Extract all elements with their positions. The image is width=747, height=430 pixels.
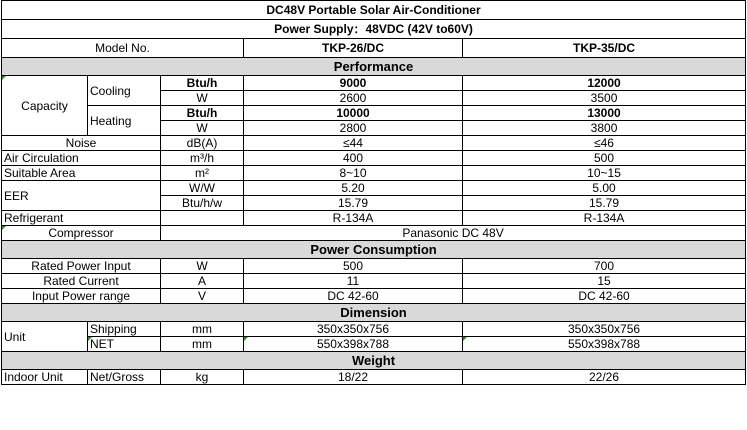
capacity-label: Capacity xyxy=(2,76,88,136)
heating-btu-unit: Btu/h xyxy=(161,106,244,121)
shipping-label: Shipping xyxy=(88,322,161,337)
input-power-range-unit: V xyxy=(161,289,244,304)
weight-a: 18/22 xyxy=(244,370,463,385)
input-power-range-b: DC 42-60 xyxy=(463,289,746,304)
air-circulation-a: 400 xyxy=(244,151,463,166)
noise-a: ≤44 xyxy=(244,136,463,151)
weight-unit: kg xyxy=(161,370,244,385)
suitable-area-b: 10~15 xyxy=(463,166,746,181)
power-supply: Power Supply：48VDC (42V to60V) xyxy=(2,20,746,39)
suitable-area-unit: m² xyxy=(161,166,244,181)
eer-ww-b: 5.00 xyxy=(463,181,746,196)
unit-label: Unit xyxy=(2,322,88,352)
refrigerant-label: Refrigerant xyxy=(2,211,161,226)
rated-power-input-a: 500 xyxy=(244,259,463,274)
noise-unit: dB(A) xyxy=(161,136,244,151)
rated-current-label: Rated Current xyxy=(2,274,161,289)
air-circulation-label: Air Circulation xyxy=(2,151,161,166)
rated-current-a: 11 xyxy=(244,274,463,289)
model-b: TKP-35/DC xyxy=(463,39,746,58)
rated-power-input-unit: W xyxy=(161,259,244,274)
cooling-w-a: 2600 xyxy=(244,91,463,106)
net-label: NET xyxy=(88,337,161,352)
rated-current-unit: A xyxy=(161,274,244,289)
heating-btu-b: 13000 xyxy=(463,106,746,121)
rated-current-b: 15 xyxy=(463,274,746,289)
heating-label: Heating xyxy=(88,106,161,136)
spec-table xyxy=(1,0,746,385)
air-circulation-b: 500 xyxy=(463,151,746,166)
shipping-a: 350x350x756 xyxy=(244,322,463,337)
weight-b: 22/26 xyxy=(463,370,746,385)
model-a: TKP-26/DC xyxy=(244,39,463,58)
cooling-label: Cooling xyxy=(88,76,161,106)
eer-btu-a: 15.79 xyxy=(244,196,463,211)
refrigerant-unit xyxy=(161,211,244,226)
air-circulation-unit: m³/h xyxy=(161,151,244,166)
refrigerant-a: R-134A xyxy=(244,211,463,226)
sheet-title: DC48V Portable Solar Air-Conditioner xyxy=(2,1,746,20)
shipping-b: 350x350x756 xyxy=(463,322,746,337)
cooling-btu-unit: Btu/h xyxy=(161,76,244,91)
eer-ww-a: 5.20 xyxy=(244,181,463,196)
input-power-range-label: Input Power range xyxy=(2,289,161,304)
suitable-area-a: 8~10 xyxy=(244,166,463,181)
heating-w-unit: W xyxy=(161,121,244,136)
suitable-area-label: Suitable Area xyxy=(2,166,161,181)
net-b: 550x398x788 xyxy=(463,337,746,352)
eer-ww-unit: W/W xyxy=(161,181,244,196)
net-unit: mm xyxy=(161,337,244,352)
section-power-consumption: Power Consumption xyxy=(2,241,746,259)
refrigerant-b: R-134A xyxy=(463,211,746,226)
indoor-unit-label: Indoor Unit xyxy=(2,370,88,385)
section-weight: Weight xyxy=(2,352,746,370)
cooling-w-unit: W xyxy=(161,91,244,106)
net-gross-label: Net/Gross xyxy=(88,370,161,385)
compressor-value: Panasonic DC 48V xyxy=(161,226,746,241)
heating-w-a: 2800 xyxy=(244,121,463,136)
model-no-label: Model No. xyxy=(2,39,244,58)
shipping-unit: mm xyxy=(161,322,244,337)
section-performance: Performance xyxy=(2,58,746,76)
eer-btu-unit: Btu/h/w xyxy=(161,196,244,211)
compressor-label: Compressor xyxy=(2,226,161,241)
noise-b: ≤46 xyxy=(463,136,746,151)
cooling-w-b: 3500 xyxy=(463,91,746,106)
rated-power-input-b: 700 xyxy=(463,259,746,274)
heating-btu-a: 10000 xyxy=(244,106,463,121)
input-power-range-a: DC 42-60 xyxy=(244,289,463,304)
net-a: 550x398x788 xyxy=(244,337,463,352)
eer-btu-b: 15.79 xyxy=(463,196,746,211)
cooling-btu-b: 12000 xyxy=(463,76,746,91)
rated-power-input-label: Rated Power Input xyxy=(2,259,161,274)
heating-w-b: 3800 xyxy=(463,121,746,136)
eer-label: EER xyxy=(2,181,161,211)
section-dimension: Dimension xyxy=(2,304,746,322)
noise-label: Noise xyxy=(2,136,161,151)
cooling-btu-a: 9000 xyxy=(244,76,463,91)
